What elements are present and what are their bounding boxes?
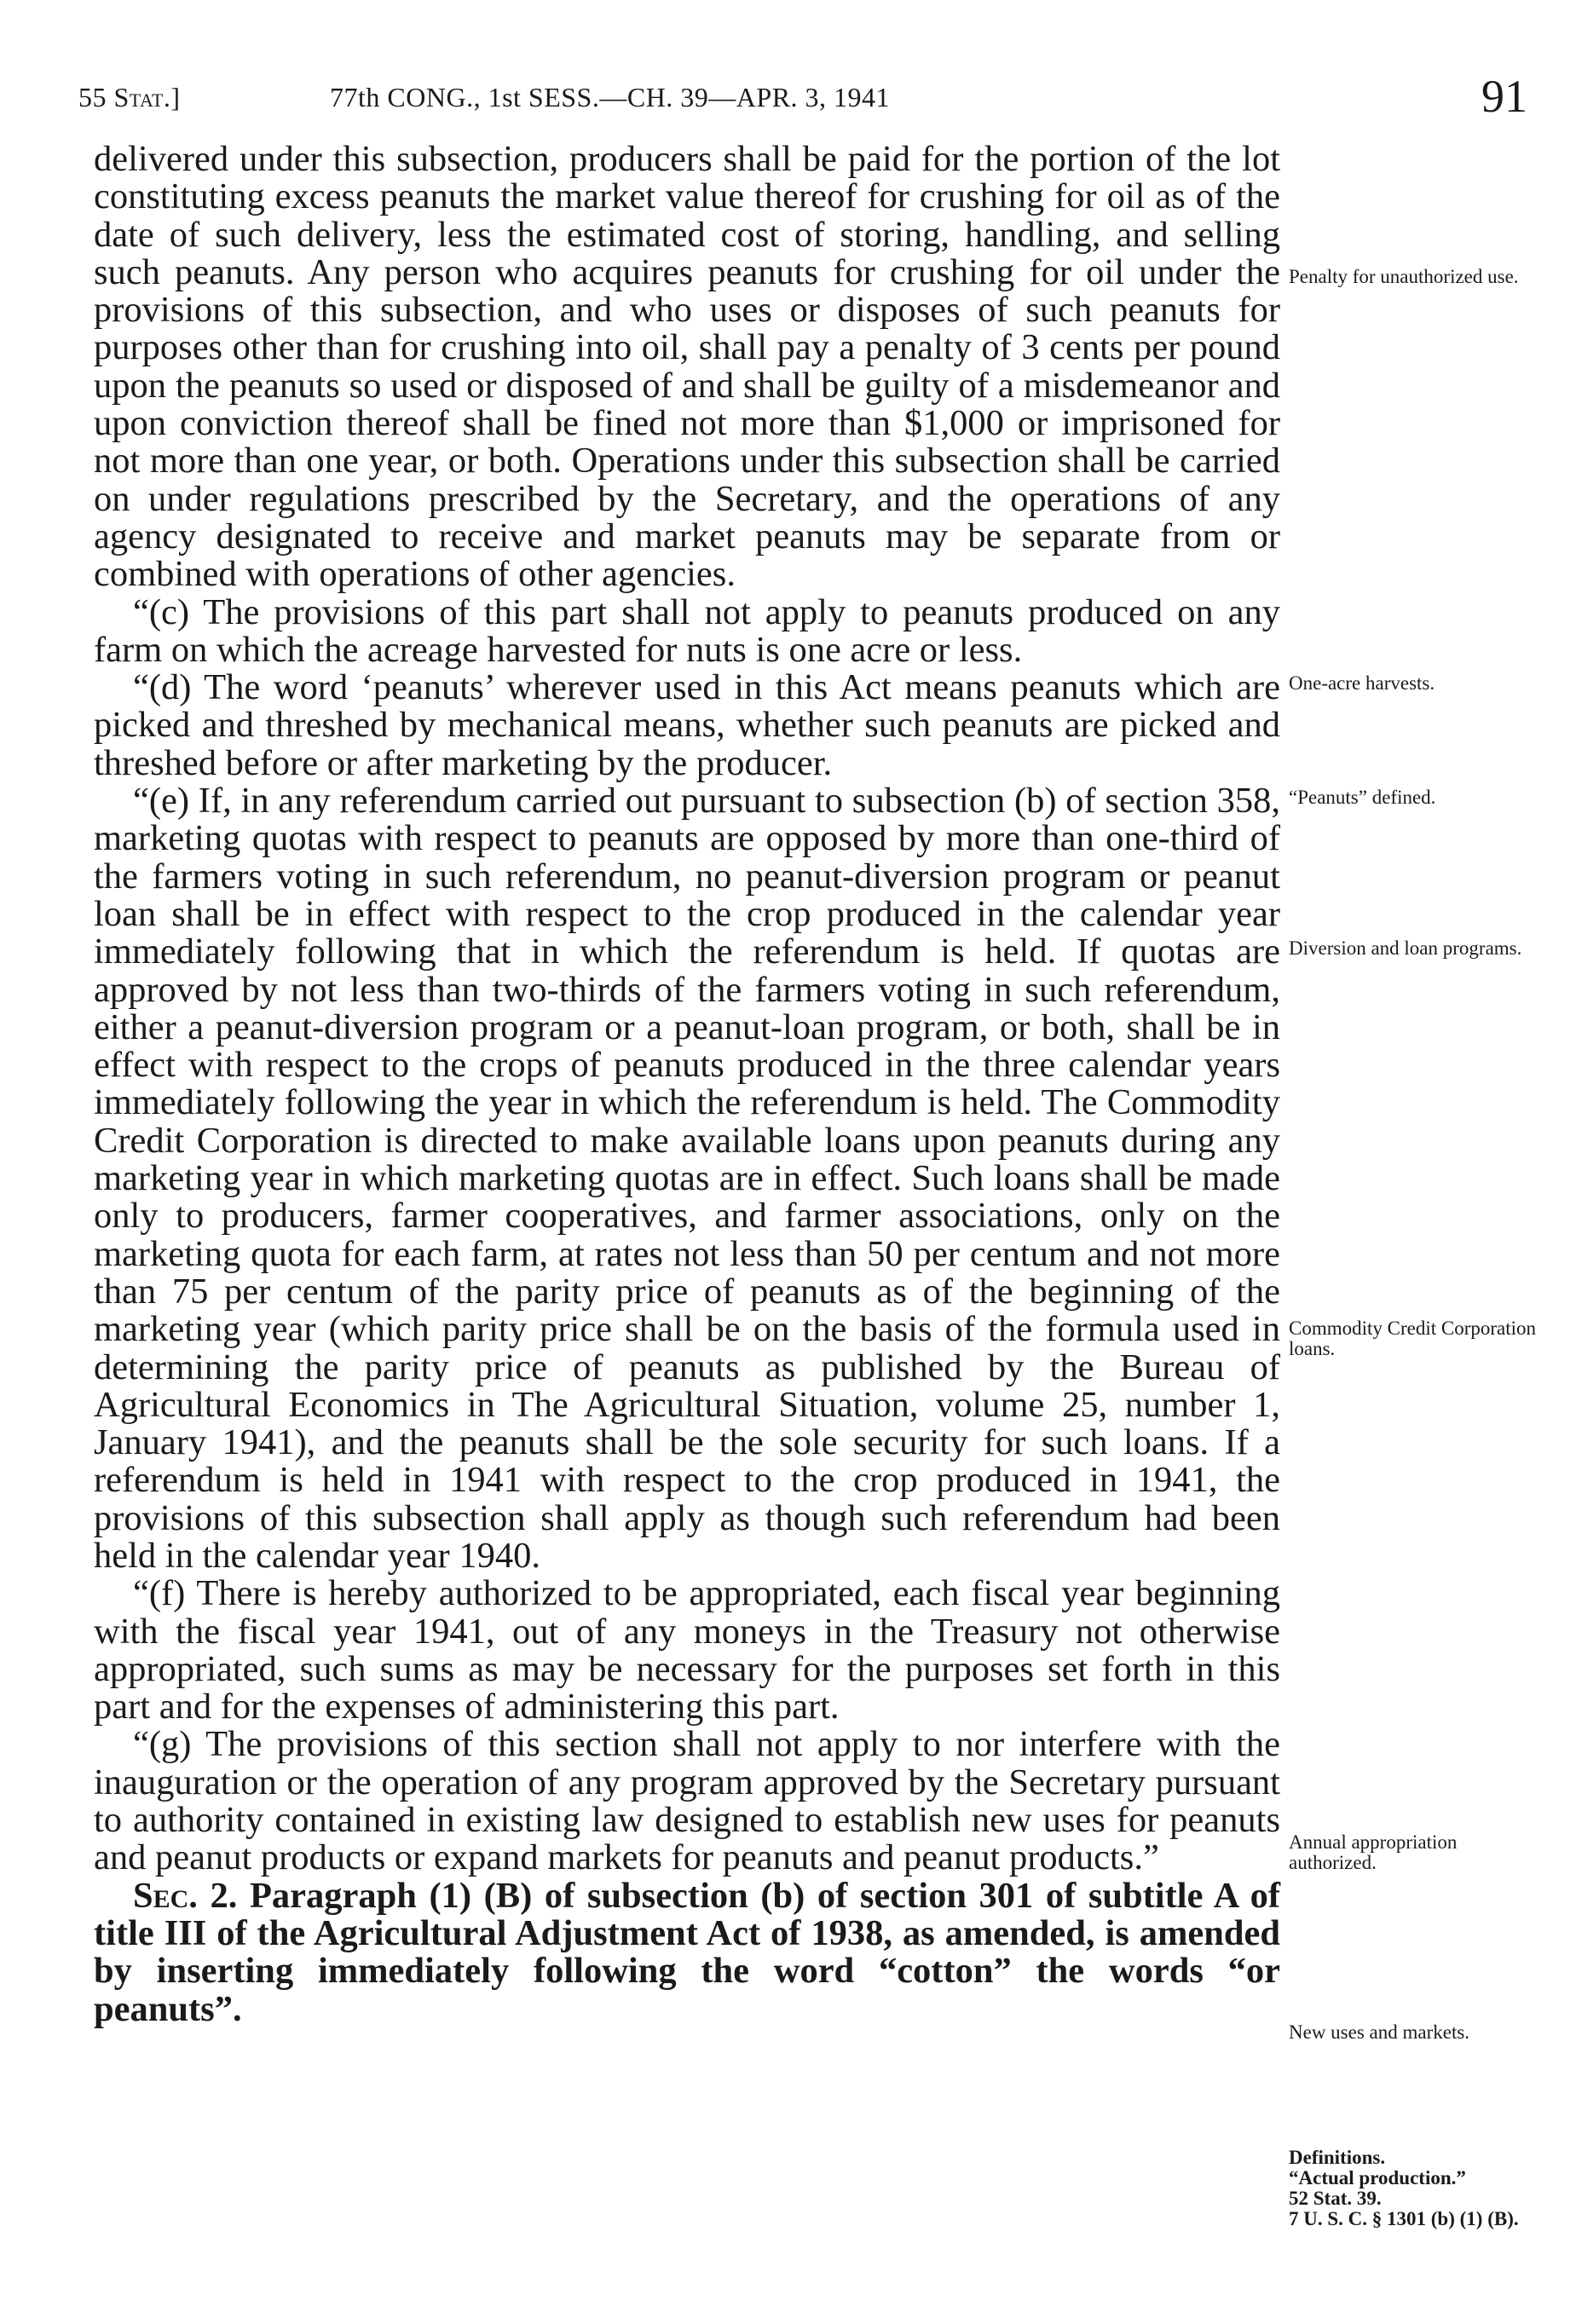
statute-body — [94, 141, 1280, 2028]
margin-note-actual-production: “Actual production.” — [1289, 2167, 1466, 2188]
margin-note-group-definitions — [1289, 2148, 1549, 2229]
volume-reference: 55 Stat.] — [78, 82, 181, 112]
margin-note-one-acre: One-acre harvests. — [1289, 672, 1435, 694]
section-2-text: Paragraph (1) (B) of subsection (b) of section 301 of subtitle A of title III of the Agricultural Adjustment Act of 1938, as amended, is amended by inserting immediately following the word “cotton” the words “or peanuts”. — [94, 1875, 1280, 2029]
paragraph-d: “(d) The word ‘peanuts’ wherever used in this Act means peanuts which are picked and threshed by mechanical means, whether such peanuts are picked and threshed before or after marketing by the producer. — [94, 667, 1280, 783]
margin-note-penalty: Penalty for unauthorized use. — [1289, 266, 1519, 287]
margin-note-ccc: Commodity Credit Corporation loans. — [1289, 1318, 1537, 1359]
margin-note-diversion: Diversion and loan programs. — [1289, 937, 1522, 959]
margin-note-stat-ref: 52 Stat. 39. — [1289, 2188, 1382, 2209]
paragraph-e: “(e) If, in any referendum carried out pursuant to subsection (b) of section 358, marketing quotas with respect to peanuts are opposed by more than one-third of the farmers voting in such referendum, no peanut-diversion program or peanut loan shall be in effect with respect to the crop produced in the calendar year immediately following that in which the referendum is held. If quotas are approved by not less than two-thirds of the farmers voting in such referendum, either a peanut-diversion program or a peanut-loan program, or both, shall be in effect with respect to the crops of peanuts produced in the three calendar years immediately following the year in which the referendum is held. The Commodity Credit Corporation is directed to make available loans upon peanuts during any marketing year in which marketing quotas are in effect. Such loans shall be made only to producers, farmer cooperatives, and farmer associations, only on the marketing quota for each farm, at rates not less than 50 per centum and not more than 75 per centum of the parity price of peanuts as of the beginning of the marketing year (which parity price shall be on the basis of the formula used in determining the parity price of peanuts as published by the Bureau of Agricultural Economics in The Agricultural Situation, volume 25, number 1, January 1941), and the peanuts shall be the sole security for such loans. If a referendum is held in 1941 with respect to the crop produced in 1941, the provisions of this subsection shall apply as though such referendum had been held in the calendar year 1940. — [94, 781, 1280, 1576]
section-2-label: Sec. 2. — [133, 1875, 238, 1916]
page-number: 91 — [1481, 71, 1527, 122]
margin-note-new-uses: New uses and markets. — [1289, 2021, 1470, 2043]
paragraph-c: “(c) The provisions of this part shall not apply to peanuts produced on any farm on which the acreage harvested for nuts is one acre or less. — [94, 591, 1280, 670]
margin-note-definitions: Definitions. — [1289, 2147, 1386, 2168]
page-header — [78, 70, 1527, 121]
margin-note-usc-ref: 7 U. S. C. § 1301 (b) (1) (B). — [1289, 2208, 1519, 2229]
paragraph-continuation: delivered under this subsection, producers shall be paid for the portion of the lot constituting excess peanuts the market value thereof for crushing for oil as of the date of such delivery, less the estimated cost of storing, handling, and selling such peanuts. Any person who acquires peanuts for crushing for oil under the provisions of this subsection, and who uses or disposes of such peanuts for purposes other than for crushing into oil, shall pay a penalty of 3 cents per pound upon the peanuts so used or disposed of and shall be guilty of a misdemeanor and upon conviction thereof shall be fined not more than $1,000 or imprisoned for not more than one year, or both. Operations under this subsection shall be carried on under regulations prescribed by the Secretary, and the operations of any agency designated to receive and market peanuts may be separate from or combined with operations of other agencies. — [94, 139, 1280, 595]
margin-note-peanuts-defined: “Peanuts” defined. — [1289, 787, 1436, 808]
section-2 — [94, 1877, 1280, 2028]
paragraph-g: “(g) The provisions of this section shall not apply to nor interfere with the inauguration or the operation of any program approved by the Secretary pursuant to authority contained in existing law designed to establish new uses for peanuts and peanut products or expand markets for peanuts and peanut products.” — [94, 1724, 1280, 1878]
margin-note-annual: Annual appropriation authorized. — [1289, 1831, 1458, 1873]
session-chapter-date: 77th CONG., 1st SESS.—CH. 39—APR. 3, 1941 — [330, 82, 891, 112]
paragraph-f: “(f) There is hereby authorized to be appropriated, each fiscal year beginning with the fiscal year 1941, out of any moneys in the Treasury not otherwise appropriated, such sums as may be necessary for the purposes set forth in this part and for the expenses of administering this part. — [94, 1573, 1280, 1727]
